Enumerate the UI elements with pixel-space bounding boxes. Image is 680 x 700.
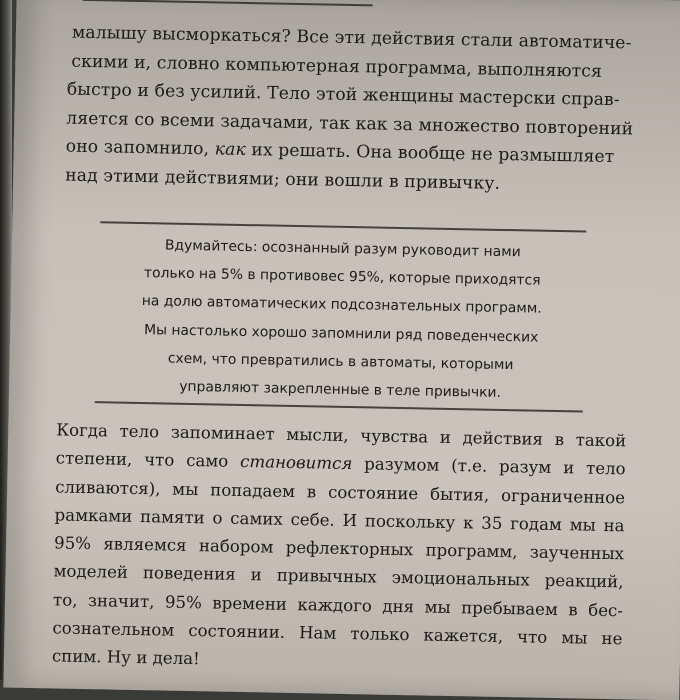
callout-line: на долю автоматических подсознательных программ.	[141, 293, 542, 318]
text-segment: степени, что само	[55, 448, 241, 472]
text-line: Когда тело запоминает мысли, чувства и действия в такой	[56, 420, 627, 451]
callout-line: Мы настолько хорошо запомнили ряд поведенческих	[143, 321, 539, 346]
paragraph-top	[64, 19, 634, 201]
text-segment: их решать. Она вообще не размышляет	[245, 140, 615, 168]
text-line: моделей поведения и привычных эмоциональных реакций,	[53, 561, 624, 592]
italic-word: становится	[239, 452, 353, 474]
callout-line: только на 5% в противовес 95%, которые приходятся	[143, 265, 541, 289]
text-line: то, значит, 95% времени каждого дня мы пребываем в бес-	[52, 590, 624, 621]
callout-line: управляют закрепленные в теле привычки.	[179, 378, 502, 401]
text-line: рамками памяти о самих себе. И поскольку к 35 годам мы на	[54, 505, 625, 536]
book-page	[3, 0, 680, 700]
text-segment: оно запомнило,	[65, 136, 215, 160]
text-line: 95% являемся набором рефлекторных программ, заученных	[53, 533, 625, 564]
top-divider	[83, 0, 373, 6]
text-line: малышу высморкаться? Все эти действия стали автоматиче-	[71, 22, 632, 54]
italic-word: как	[214, 139, 246, 161]
text-line: спим. Ну и дела!	[51, 646, 200, 669]
callout-box	[95, 230, 588, 409]
text-line: сознательном состоянии. Нам только кажется, что мы не	[52, 618, 623, 649]
callout-line: Вдумайтесь: осознанный разум руководит нами	[164, 237, 521, 261]
text-line: сливаются), мы попадаем в состояние бытия, ограниченное	[55, 477, 626, 507]
text-line: ляется со всеми задачами, так как за множество повторений	[66, 108, 634, 140]
callout-line: схем, что превратились в автоматы, которыми	[167, 350, 514, 373]
text-line: быстро и без усилий. Тело этой женщины мастерски справ-	[66, 79, 620, 111]
text-segment: разумом (т.е. разум и тело	[352, 454, 626, 479]
text-line: над этими действиями; они вошли в привычку.	[64, 165, 501, 194]
paragraph-bottom	[52, 416, 627, 682]
text-line: скими и, словно компьютерная программа, выполняются	[71, 51, 603, 82]
